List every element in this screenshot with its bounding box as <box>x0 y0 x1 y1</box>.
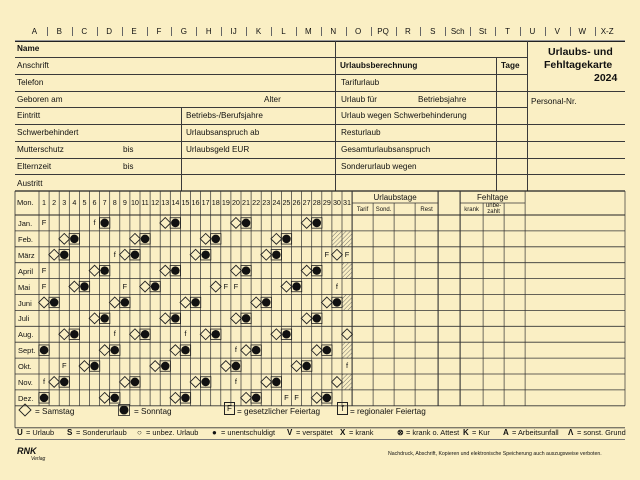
sunday-icon <box>50 298 59 307</box>
day-number: 29 <box>322 198 331 207</box>
alphabet-letter: L <box>281 27 286 36</box>
holiday-mark: f <box>234 345 237 355</box>
sunday-icon <box>242 266 251 275</box>
alphabet-letter: K <box>255 27 262 36</box>
sunday-icon <box>100 314 109 323</box>
code-symbol: ● <box>212 428 217 437</box>
day-number: 19 <box>221 198 230 207</box>
code-symbol: V <box>287 428 293 437</box>
saturday-icon <box>220 361 231 372</box>
holiday-mark: F <box>41 265 47 275</box>
urlaubsanspruch-ab-label: Urlaubsanspruch ab <box>186 128 260 137</box>
sunday-icon <box>141 330 150 339</box>
geboren-label: Geboren am <box>17 95 63 104</box>
sunday-icon <box>201 250 210 259</box>
sunday-icon <box>252 394 261 403</box>
saturday-icon <box>332 377 343 388</box>
month-label: Dez. <box>18 393 34 403</box>
saturday-icon <box>130 329 141 340</box>
code-label: = unbez. Urlaub <box>146 428 199 437</box>
saturday-icon <box>200 233 211 244</box>
sunday-icon <box>110 346 119 355</box>
code-label: = krank o. Attest <box>406 428 460 437</box>
urlaub-col-header: Sond. <box>375 207 392 213</box>
alphabet-letter: M <box>305 27 312 36</box>
saturday-icon <box>271 233 282 244</box>
day-number: 24 <box>272 198 281 207</box>
saturday-icon <box>301 313 312 324</box>
sunday-icon <box>282 330 291 339</box>
urlaubstage-header: Urlaubstage <box>373 193 417 202</box>
month-label: Feb. <box>18 234 34 244</box>
code-symbol: X <box>340 428 346 437</box>
alphabet-letter: D <box>106 27 113 36</box>
holiday-mark: f <box>113 249 116 259</box>
invalid-day-cell <box>342 295 352 311</box>
day-number: 18 <box>211 198 220 207</box>
urlaubsgeld-label: Urlaubsgeld EUR <box>186 145 250 154</box>
saturday-icon <box>49 377 60 388</box>
saturday-icon <box>160 313 171 324</box>
invalid-day-cell <box>342 342 352 358</box>
calc-row-4: Resturlaub <box>341 128 381 137</box>
legend-regional-symbol: f <box>337 402 348 415</box>
day-number: 23 <box>262 198 271 207</box>
logo-sub: Verlag <box>31 456 46 462</box>
month-label: März <box>18 250 35 260</box>
saturday-icon <box>241 345 252 356</box>
saturday-icon <box>140 281 151 292</box>
code-label: = Urlaub <box>26 428 55 437</box>
holiday-mark: f <box>43 377 46 386</box>
saturday-icon <box>261 249 272 260</box>
holiday-mark: f <box>184 329 187 339</box>
saturday-icon <box>251 297 262 308</box>
alphabet-letter: IJ <box>230 27 237 36</box>
day-number: 10 <box>130 198 139 207</box>
day-number: 8 <box>112 198 117 207</box>
fehl-col-header: krank <box>464 207 479 213</box>
saturday-icon <box>271 329 282 340</box>
legend-gesetzlich-symbol: F <box>224 402 235 415</box>
saturday-icon <box>170 392 181 403</box>
saturday-icon <box>89 265 100 276</box>
saturday-icon <box>231 313 242 324</box>
saturday-icon <box>190 249 201 260</box>
logo: RNK <box>17 446 37 456</box>
code-label: = verspätet <box>296 428 333 437</box>
month-label: Nov. <box>18 378 33 387</box>
saturday-icon <box>39 297 50 308</box>
day-number: 14 <box>171 198 180 207</box>
day-number: 2 <box>52 198 57 207</box>
day-number: 11 <box>141 198 149 207</box>
day-number: 22 <box>252 198 261 207</box>
day-number: 28 <box>312 198 321 207</box>
legend-sonntag: = Sonntag <box>134 407 172 416</box>
saturday-icon <box>301 265 312 276</box>
invalid-day-cell <box>342 374 352 390</box>
saturday-icon <box>190 377 201 388</box>
alphabet-letter: V <box>554 27 561 36</box>
saturday-icon <box>180 297 191 308</box>
sunday-icon <box>181 346 190 355</box>
sunday-icon <box>262 298 271 307</box>
code-label: = Kur <box>472 428 490 437</box>
anschrift-label: Anschrift <box>17 61 49 70</box>
code-label: = sonst. Grund <box>577 428 626 437</box>
holiday-mark: f <box>234 377 237 386</box>
holiday-mark: F <box>41 281 47 291</box>
sunday-icon <box>242 219 251 228</box>
code-symbol: U <box>17 428 23 437</box>
code-label: = Sonderurlaub <box>76 428 127 437</box>
holiday-mark: f <box>346 361 349 371</box>
sunday-icon <box>171 219 180 228</box>
day-number: 6 <box>92 198 97 207</box>
saturday-icon <box>231 265 242 276</box>
day-number: 31 <box>343 198 352 207</box>
saturday-icon <box>119 377 130 388</box>
saturday-icon <box>231 218 242 229</box>
day-number: 5 <box>82 198 87 207</box>
sunday-icon <box>181 394 190 403</box>
sunday-icon <box>60 250 69 259</box>
saturday-icon <box>321 297 332 308</box>
alphabet-letter: A <box>31 27 38 36</box>
sunday-icon <box>232 362 241 371</box>
alphabet-letter: Sch <box>450 27 465 36</box>
tage-header: Tage <box>501 61 520 70</box>
legend-gesetzlich: = gesetzlicher Feiertag <box>237 407 321 416</box>
sunday-icon <box>323 346 332 355</box>
title-line2: Fehltagekarte <box>544 59 613 71</box>
holiday-mark: f <box>113 329 116 339</box>
code-label: = Arbeitsunfall <box>512 428 559 437</box>
sunday-icon <box>312 266 321 275</box>
sunday-icon <box>333 298 342 307</box>
day-number: 16 <box>191 198 200 207</box>
day-number: 20 <box>231 198 240 207</box>
month-label: Aug. <box>18 330 34 340</box>
calc-row-5: Gesamturlaubsanspruch <box>341 145 431 154</box>
fehl-col-header: unbe- zahlt <box>485 203 502 215</box>
alphabet-letter: N <box>330 27 337 36</box>
alphabet-letter: E <box>131 27 137 36</box>
austritt-label: Austritt <box>17 179 43 188</box>
holiday-mark: F <box>122 281 128 291</box>
alphabet-letter: G <box>180 27 187 36</box>
alphabet-letter: S <box>430 27 436 36</box>
day-number: 4 <box>72 198 77 207</box>
calc-row-6: Sonderurlaub wegen <box>341 162 417 171</box>
day-number: 15 <box>181 198 190 207</box>
title-line1: Urlaubs- und <box>548 46 613 58</box>
alphabet-letter: W <box>578 27 587 36</box>
day-number: 3 <box>62 198 67 207</box>
sunday-icon <box>272 378 281 387</box>
personal-nr-label: Personal-Nr. <box>531 97 577 106</box>
code-label: = krank <box>349 428 374 437</box>
holiday-mark: F <box>41 218 47 227</box>
calc-row-3: Urlaub wegen Schwerbehinderung <box>341 111 467 120</box>
day-number: 7 <box>102 198 107 207</box>
telefon-label: Telefon <box>17 78 44 87</box>
legend-sunday-icon <box>119 405 128 414</box>
day-number: 26 <box>292 198 301 207</box>
sunday-icon <box>40 394 49 403</box>
alphabet-letter: F <box>156 27 162 36</box>
alphabet-letter: T <box>505 27 510 36</box>
saturday-icon <box>89 313 100 324</box>
code-symbol: A <box>503 428 509 437</box>
holiday-mark: F <box>61 361 67 371</box>
legend-samstag: = Samstag <box>35 407 75 416</box>
saturday-icon <box>59 329 70 340</box>
code-symbol: ⊗ <box>397 428 404 437</box>
alter-label: Alter <box>264 95 281 104</box>
holiday-mark: f <box>93 218 96 227</box>
sunday-icon <box>100 266 109 275</box>
saturday-icon <box>210 281 221 292</box>
saturday-icon <box>99 392 110 403</box>
elternzeit-label: Elternzeit <box>17 162 52 171</box>
sunday-icon <box>292 282 301 291</box>
sunday-icon <box>242 314 251 323</box>
month-label: Okt. <box>18 362 32 372</box>
fehltage-header: Fehltage <box>477 193 509 202</box>
day-number: 17 <box>201 198 210 207</box>
day-number: 21 <box>242 198 251 207</box>
day-number: 13 <box>161 198 170 207</box>
month-label: Mai <box>18 282 31 292</box>
alphabet-letter: X-Z <box>600 27 614 36</box>
month-label: Juni <box>18 298 32 308</box>
saturday-icon <box>109 297 120 308</box>
saturday-icon <box>311 392 322 403</box>
day-number: 27 <box>302 198 311 207</box>
sunday-icon <box>171 266 180 275</box>
legend-regional: = regionaler Feiertag <box>350 407 426 416</box>
sunday-icon <box>131 250 140 259</box>
saturday-icon <box>200 329 211 340</box>
urlaub-col-header: Tarif <box>356 207 369 213</box>
saturday-icon <box>59 233 70 244</box>
calc-row-1: Tarifurlaub <box>341 78 380 87</box>
sunday-icon <box>121 298 130 307</box>
alphabet-letter: B <box>56 27 63 36</box>
holiday-mark: F <box>233 281 239 291</box>
saturday-icon <box>311 345 322 356</box>
saturday-icon <box>160 218 171 229</box>
sunday-icon <box>302 362 311 371</box>
month-label: April <box>18 266 34 276</box>
alphabet-letter: U <box>529 27 536 36</box>
code-symbol: Λ <box>568 428 574 437</box>
saturday-icon <box>241 392 252 403</box>
day-number: 1 <box>42 198 47 207</box>
sunday-icon <box>151 282 160 291</box>
sunday-icon <box>171 314 180 323</box>
saturday-icon <box>69 281 80 292</box>
urlaub-col-header: Rest <box>420 207 433 213</box>
saturday-icon <box>332 249 343 260</box>
month-header: Mon. <box>17 198 34 207</box>
sunday-icon <box>70 330 79 339</box>
saturday-icon <box>301 218 312 229</box>
saturday-icon <box>49 249 60 260</box>
holiday-mark: F <box>324 249 330 259</box>
code-symbol: ○ <box>137 428 142 437</box>
saturday-icon <box>281 281 292 292</box>
sunday-icon <box>312 314 321 323</box>
invalid-day-cell <box>342 263 352 279</box>
saturday-icon <box>130 233 141 244</box>
saturday-icon <box>99 345 110 356</box>
saturday-icon <box>119 249 130 260</box>
sunday-icon <box>110 394 119 403</box>
day-number: 25 <box>282 198 291 207</box>
saturday-icon <box>261 377 272 388</box>
sunday-icon <box>201 378 210 387</box>
saturday-icon <box>150 361 161 372</box>
mutterschutz-label: Mutterschutz <box>17 145 64 154</box>
sunday-icon <box>131 378 140 387</box>
sunday-icon <box>312 219 321 228</box>
alphabet-letter: O <box>355 27 362 36</box>
elternzeit-bis-label: bis <box>123 162 134 171</box>
day-number: 9 <box>122 198 127 207</box>
month-label: Sept. <box>18 346 36 356</box>
calc-betriebsjahre: Betriebsjahre <box>418 95 467 104</box>
sunday-icon <box>60 378 69 387</box>
holiday-mark: F <box>284 392 289 402</box>
sunday-icon <box>161 362 170 371</box>
sunday-icon <box>211 330 220 339</box>
sunday-icon <box>80 282 89 291</box>
sunday-icon <box>141 235 150 244</box>
invalid-day-cell <box>332 231 342 247</box>
alphabet-letter: H <box>205 27 212 36</box>
mutterschutz-bis-label: bis <box>123 145 134 154</box>
sunday-icon <box>282 235 291 244</box>
month-label: Jan. <box>18 219 33 228</box>
alphabet-letter: PQ <box>377 27 389 36</box>
holiday-mark: f <box>335 281 338 291</box>
invalid-day-cell <box>342 231 352 247</box>
sunday-icon <box>40 346 49 355</box>
saturday-icon <box>170 345 181 356</box>
eintritt-label: Eintritt <box>17 111 41 120</box>
code-symbol: S <box>67 428 73 437</box>
holiday-mark: F <box>294 392 299 402</box>
alphabet-letter: St <box>478 27 487 36</box>
holiday-mark: F <box>344 249 350 259</box>
saturday-icon <box>291 361 302 372</box>
betriebsjahre-label: Betriebs-/Berufsjahre <box>186 111 263 120</box>
sunday-icon <box>211 235 220 244</box>
code-symbol: K <box>463 428 469 437</box>
saturday-icon <box>342 329 353 340</box>
holiday-mark: F <box>223 281 229 291</box>
day-number: 30 <box>332 198 341 207</box>
sunday-icon <box>100 219 109 228</box>
sunday-icon <box>191 298 200 307</box>
sunday-icon <box>90 362 99 371</box>
sunday-icon <box>272 250 281 259</box>
calc-row-2: Urlaub für <box>341 95 377 104</box>
code-label: = unentschuldigt <box>221 428 276 437</box>
month-label: Juli <box>18 314 30 324</box>
day-number: 12 <box>151 198 160 207</box>
saturday-icon <box>79 361 90 372</box>
sunday-icon <box>70 235 79 244</box>
sunday-icon <box>252 346 261 355</box>
urlaubsberechnung-header: Urlaubsberechnung <box>340 61 418 70</box>
saturday-icon <box>160 265 171 276</box>
name-label: Name <box>17 44 40 53</box>
copyright-note: Nachdruck, Abschrift, Kopieren und elektronische Speicherung auch auszugsweise verboten. <box>388 451 602 457</box>
title-year: 2024 <box>594 72 618 84</box>
schwerbehindert-label: Schwerbehindert <box>17 128 79 137</box>
sunday-icon <box>323 394 332 403</box>
alphabet-letter: C <box>81 27 88 36</box>
alphabet-letter: R <box>405 27 411 36</box>
